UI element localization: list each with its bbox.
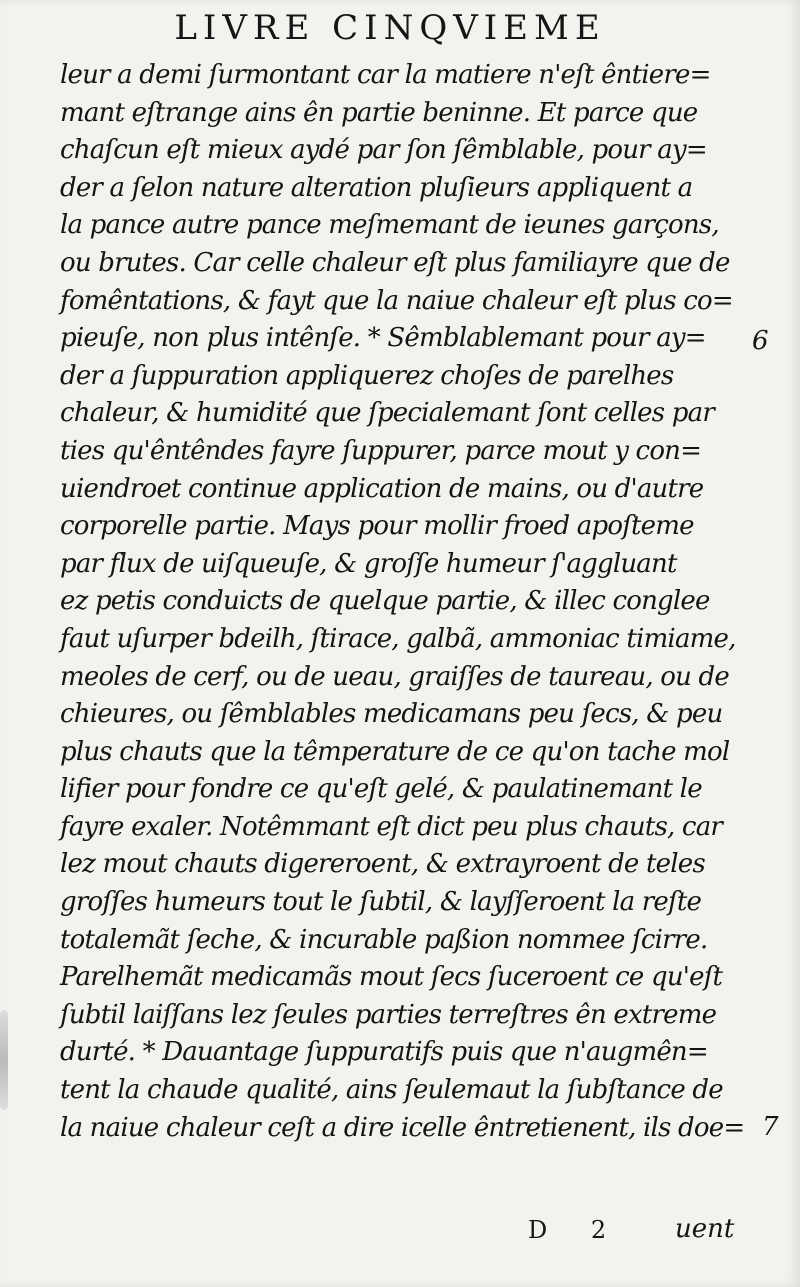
text-line: lifier pour fondre ce qu'eſt gelé, & paulatinemant le — [60, 774, 702, 805]
text-line: durté. * Dauantage ſuppuratifs puis que n'augmên= — [60, 1037, 708, 1068]
text-line: par flux de uiſqueuſe, & groſſe humeur ſ'aggluant — [60, 548, 677, 579]
text-line: la pance autre pance meſmemant de ieunes garçons, — [60, 210, 719, 241]
text-line: ſubtil laiſſans lez ſeules parties terreſtres ên extreme — [60, 999, 717, 1030]
text-line: ties qu'êntêndes fayre ſuppurer, parce mout y con= — [60, 435, 702, 466]
text-line: der a ſelon nature alteration pluſieurs appliquent a — [60, 172, 693, 203]
text-line: plus chauts que la têmperature de ce qu'on tache mol — [60, 736, 730, 767]
signature-mark: D 2 — [528, 1216, 625, 1244]
text-line: groſſes humeurs tout le ſubtil, & layſſeroent la reſte — [60, 887, 702, 918]
text-line: chaſcun eſt mieux aydé par ſon ſêmblable, pour ay= — [60, 135, 707, 166]
text-line: leur a demi ſurmontant car la matiere n'eſt êntiere= — [60, 60, 711, 90]
text-line: der a ſuppuration appliquerez choſes de parelhes — [60, 360, 674, 391]
text-line: Parelhemãt medicamãs mout ſecs ſuceroent ce qu'eſt — [60, 962, 723, 993]
text-line: fayre exaler. Notêmmant eſt dict peu plus chauts, car — [60, 811, 723, 842]
text-line: chaleur, & humidité que ſpecialemant ſont celles par — [60, 398, 714, 429]
text-line: lez mout chauts digereroent, & extrayroent de teles — [60, 849, 705, 880]
page-edge-shadow — [0, 1010, 8, 1110]
text-line: pieuſe, non plus intênſe. * Sêmblablemant pour ay= — [60, 323, 706, 354]
text-line: uiendroet continue application de mains, ou d'autre — [60, 473, 704, 504]
text-line: mant eſtrange ains ên partie beninne. Et parce que — [60, 97, 698, 128]
text-line: fomêntations, & fayt que la naiue chaleur eſt plus co= — [60, 285, 733, 316]
text-line: la naiue chaleur ceſt a dire icelle êntretienent, ils doe= — [60, 1112, 745, 1143]
text-line: tent la chaude qualité, ains ſeulemaut la ſubſtance de — [60, 1075, 723, 1106]
text-body — [60, 57, 750, 1147]
text-line: meoles de cerf, ou de ueau, graiſſes de taureau, ou de — [60, 661, 729, 692]
running-header: LIVRE CINQVIEME — [174, 8, 606, 48]
text-line: faut uſurper bdeilh, ſtirace, galbã, ammoniac timiame, — [60, 623, 736, 654]
text-line: ou brutes. Car celle chaleur eſt plus familiayre que de — [60, 247, 730, 278]
text-line: chieures, ou ſêmblables medicamans peu ſecs, & peu — [60, 699, 723, 730]
text-line: corporelle partie. Mays pour mollir froed apoſteme — [60, 511, 694, 542]
text-line: totalemãt ſeche, & incurable paßion nommee ſcirre. — [60, 924, 708, 955]
margin-note: 7 — [762, 1112, 779, 1142]
catchword: uent — [675, 1214, 735, 1244]
margin-note: 6 — [752, 326, 769, 356]
text-line: ez petis conduicts de quelque partie, & illec conglee — [60, 586, 710, 617]
